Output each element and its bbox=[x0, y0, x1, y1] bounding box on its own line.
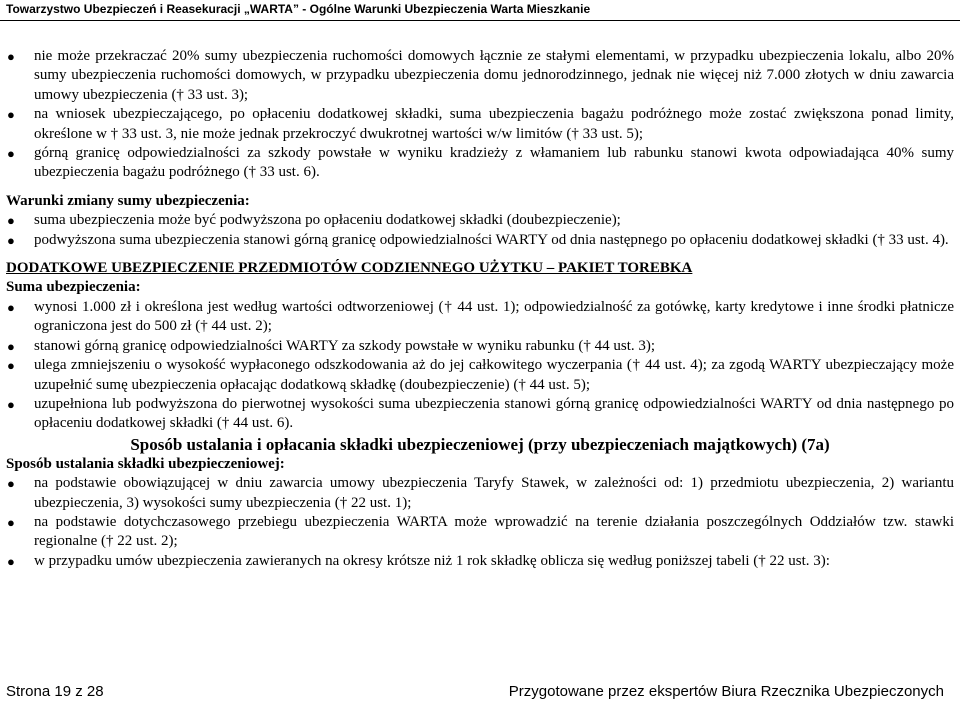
bullet-icon: ● bbox=[7, 213, 15, 229]
premium-list bbox=[6, 474, 954, 571]
bullet-icon: ● bbox=[7, 146, 15, 162]
document-header: Towarzystwo Ubezpieczeń i Reasekuracji „WARTA” - Ogólne Warunki Ubezpieczenia Warta Mieszkanie bbox=[6, 2, 591, 16]
limits-list bbox=[6, 47, 954, 183]
bullet-icon: ● bbox=[7, 553, 15, 569]
bullet-icon: ● bbox=[7, 476, 15, 492]
footer-credit: Przygotowane przez ekspertów Biura Rzecznika Ubezpieczonych bbox=[508, 683, 944, 700]
list-item bbox=[6, 474, 954, 513]
bullet-icon: ● bbox=[7, 299, 15, 315]
list-item-text: wynosi 1.000 zł i określona jest według wartości odtworzeniowej († 44 ust. 1); odpowiedzialność za gotówkę, karty kredytowe i inne środki płatnicze ograniczona jest do 500 zł († 44 ust. 2); bbox=[34, 298, 954, 335]
section-subheading: Suma ubezpieczenia: bbox=[6, 279, 141, 296]
list-item bbox=[6, 356, 954, 395]
list-item-text: podwyższona suma ubezpieczenia stanowi górną granicę odpowiedzialności WARTY od dnia następnego po opłaceniu dodatkowej składki († 33 ust. 4). bbox=[34, 231, 949, 248]
list-item bbox=[6, 47, 954, 105]
bullet-icon: ● bbox=[7, 107, 15, 123]
section-subheading: Sposób ustalania składki ubezpieczeniowej: bbox=[6, 455, 285, 472]
list-item bbox=[6, 231, 954, 250]
list-item-text: górną granicę odpowiedzialności za szkody powstałe w wyniku kradzieży z włamaniem lub rabunku stanowi kwota odpowiadająca 40% sumy ubezpieczenia bagażu podróżnego († 33 ust. 6). bbox=[34, 145, 954, 181]
list-item-text: ulega zmniejszeniu o wysokość wypłaconego odszkodowania aż do jej całkowitego wyczerpania († 44 ust. 4); za zgodą WARTY ubezpieczający może uzupełnić sumę ubezpieczenia opłacając dodatkową składkę (doubezpieczenie) († 44 ust. 5); bbox=[34, 357, 954, 393]
list-item bbox=[6, 105, 954, 144]
page-content bbox=[6, 47, 954, 571]
section-heading: DODATKOWE UBEZPIECZENIE PRZEDMIOTÓW CODZIENNEGO UŻYTKU – PAKIET TOREBKA bbox=[6, 260, 693, 277]
list-item bbox=[6, 513, 954, 552]
bullet-icon: ● bbox=[7, 49, 15, 64]
list-item-text: na wniosek ubezpieczającego, po opłaceniu dodatkowej składki, suma ubezpieczenia bagażu podróżnego może zostać zwiększona ponad limity, określone w † 33 ust. 3, nie może jednak przekroczyć dwukrotnej wartości w/w limitów († 33 ust. 5); bbox=[34, 106, 954, 142]
list-item-text: na podstawie obowiązującej w dniu zawarcia umowy ubezpieczenia Taryfy Stawek, w zależności od: 1) przedmiotu ubezpieczenia, 2) wariantu ubezpieczenia, 3) wysokości sumy ubezpieczenia († 22 ust. 1); bbox=[34, 475, 954, 511]
list-item-text: stanowi górną granicę odpowiedzialności WARTY za szkody powstałe w wyniku rabunku († 44 ust. 3); bbox=[34, 337, 656, 354]
list-item bbox=[6, 211, 954, 230]
bullet-icon: ● bbox=[7, 396, 15, 412]
page-number: Strona 19 z 28 bbox=[6, 683, 104, 700]
list-item-text: suma ubezpieczenia może być podwyższona po opłaceniu dodatkowej składki (doubezpieczenie); bbox=[34, 212, 621, 229]
section-title: Sposób ustalania i opłacania składki ubezpieczeniowej (przy ubezpieczeniach majątkowych) (7a) bbox=[130, 434, 830, 454]
sum-change-list bbox=[6, 211, 954, 250]
page-footer bbox=[6, 683, 944, 700]
list-item-text: uzupełniona lub podwyższona do pierwotnej wysokości suma ubezpieczenia stanowi górną granicę odpowiedzialności WARTY od dnia następnego po opłaceniu dodatkowej składki († 44 ust. 6). bbox=[34, 395, 954, 432]
list-item-text: nie może przekraczać 20% sumy ubezpieczenia ruchomości domowych łącznie ze stałymi elementami, w przypadku ubezpieczenia lokalu, albo 20% sumy ubezpieczenia ruchomości domowych, w przypadku ubezpieczenia domu jednorodzinnego, jednak nie więcej niż 7.000 złotych w dniu zawarcia umowy ubezpieczenia († 33 ust. 3); bbox=[34, 48, 954, 103]
bullet-icon: ● bbox=[7, 358, 15, 374]
list-item bbox=[6, 395, 954, 434]
list-item-text: na podstawie dotychczasowego przebiegu ubezpieczenia WARTA może wprowadzić na terenie działania poszczególnych Oddziałów tzw. stawki regionalne († 22 ust. 2); bbox=[34, 513, 954, 550]
list-item bbox=[6, 337, 954, 356]
section-heading: Warunki zmiany sumy ubezpieczenia: bbox=[6, 192, 250, 209]
list-item-text: w przypadku umów ubezpieczenia zawieranych na okresy krótsze niż 1 rok składkę oblicza się według poniższej tabeli († 22 ust. 3): bbox=[34, 552, 830, 569]
bag-package-list bbox=[6, 298, 954, 434]
bullet-icon: ● bbox=[7, 232, 15, 248]
header-rule bbox=[0, 20, 960, 21]
bullet-icon: ● bbox=[7, 514, 15, 530]
list-item bbox=[6, 298, 954, 337]
list-item bbox=[6, 552, 954, 571]
bullet-icon: ● bbox=[7, 338, 15, 354]
list-item bbox=[6, 144, 954, 183]
